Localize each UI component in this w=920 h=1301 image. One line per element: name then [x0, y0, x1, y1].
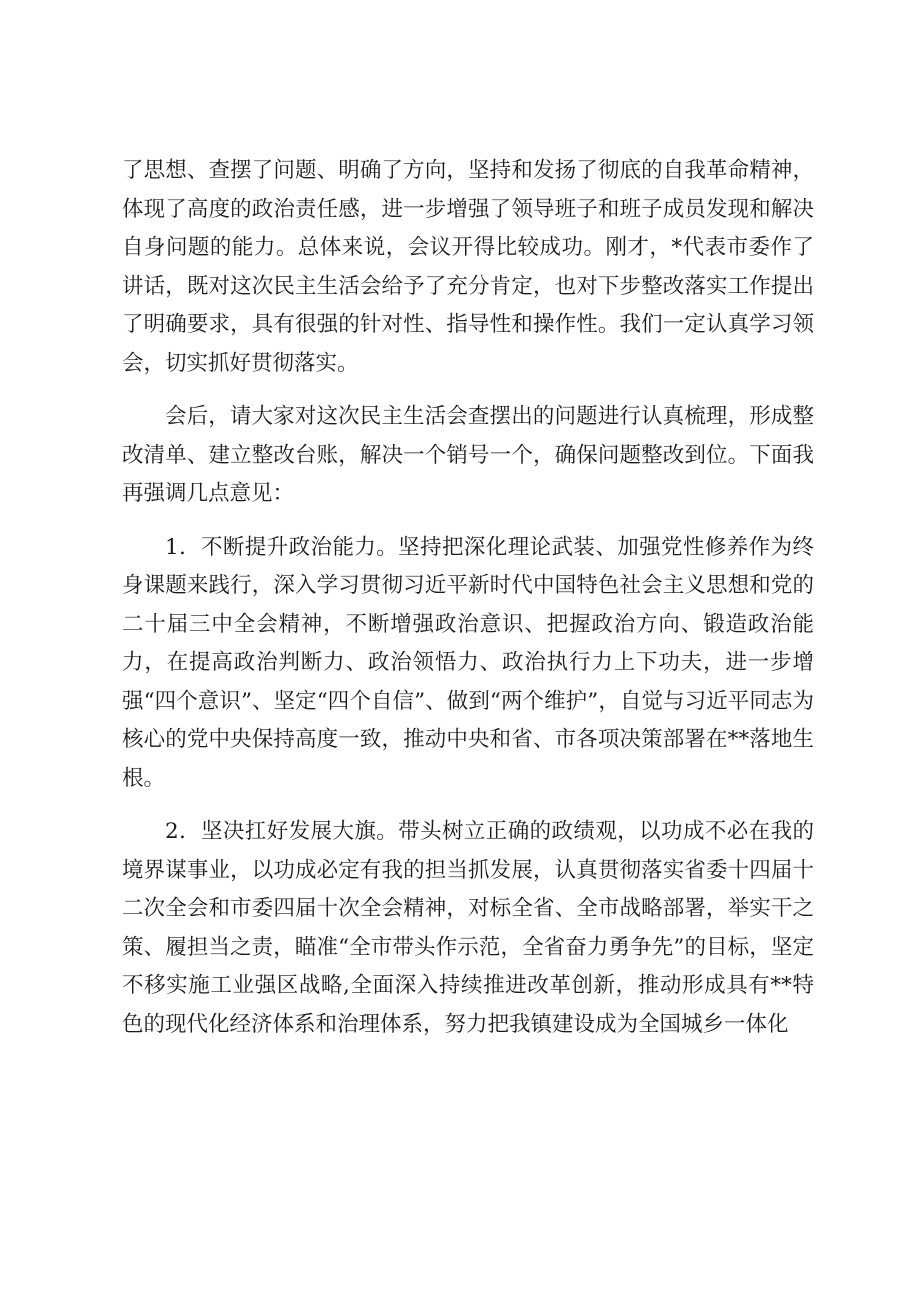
- paragraph-point-2: 2．坚决扛好发展大旗。带头树立正确的政绩观，以功成不必在我的境界谋事业，以功成必定有我的担当抓发展，认真贯彻落实省委十四届十二次全会和市委四届十次全会精神，对标全省、全市战略部署，举实干之策、履担当之责，瞄准“全市带头作示范，全省奋力勇争先”的目标，坚定不移实施工业强区战略,全面深入持续推进改革创新，推动形成具有**特色的现代化经济体系和治理体系，努力把我镇建设成为全国城乡一体化: [122, 819, 814, 1037]
- paragraph-point-1: 1．不断提升政治能力。坚持把深化理论武装、加强党性修养作为终身课题来践行，深入学习贯彻习近平新时代中国特色社会主义思想和党的二十届三中全会精神，不断增强政治意识、把握政治方向、锻造政治能力，在提高政治判断力、政治领悟力、政治执行力上下功夫，进一步增强“四个意识”、坚定“四个自信”、做到“两个维护”，自觉与习近平同志为核心的党中央保持高度一致，推动中央和省、市各项决策部署在**落地生根。: [122, 534, 814, 791]
- paragraph-after-meeting: 会后，请大家对这次民主生活会查摆出的问题进行认真梳理，形成整改清单、建立整改台账，解决一个销号一个，确保问题整改到位。下面我再强调几点意见：: [122, 404, 814, 506]
- paragraph-continuation: 了思想、查摆了问题、明确了方向，坚持和发扬了彻底的自我革命精神，体现了高度的政治责任感，进一步增强了领导班子和班子成员发现和解决自身问题的能力。总体来说，会议开得比较成功。刚才，*代表市委作了讲话，既对这次民主生活会给予了充分肯定，也对下步整改落实工作提出了明确要求，具有很强的针对性、指导性和操作性。我们一定认真学习领会，切实抓好贯彻落实。: [122, 158, 814, 376]
- document-body: [122, 152, 814, 1059]
